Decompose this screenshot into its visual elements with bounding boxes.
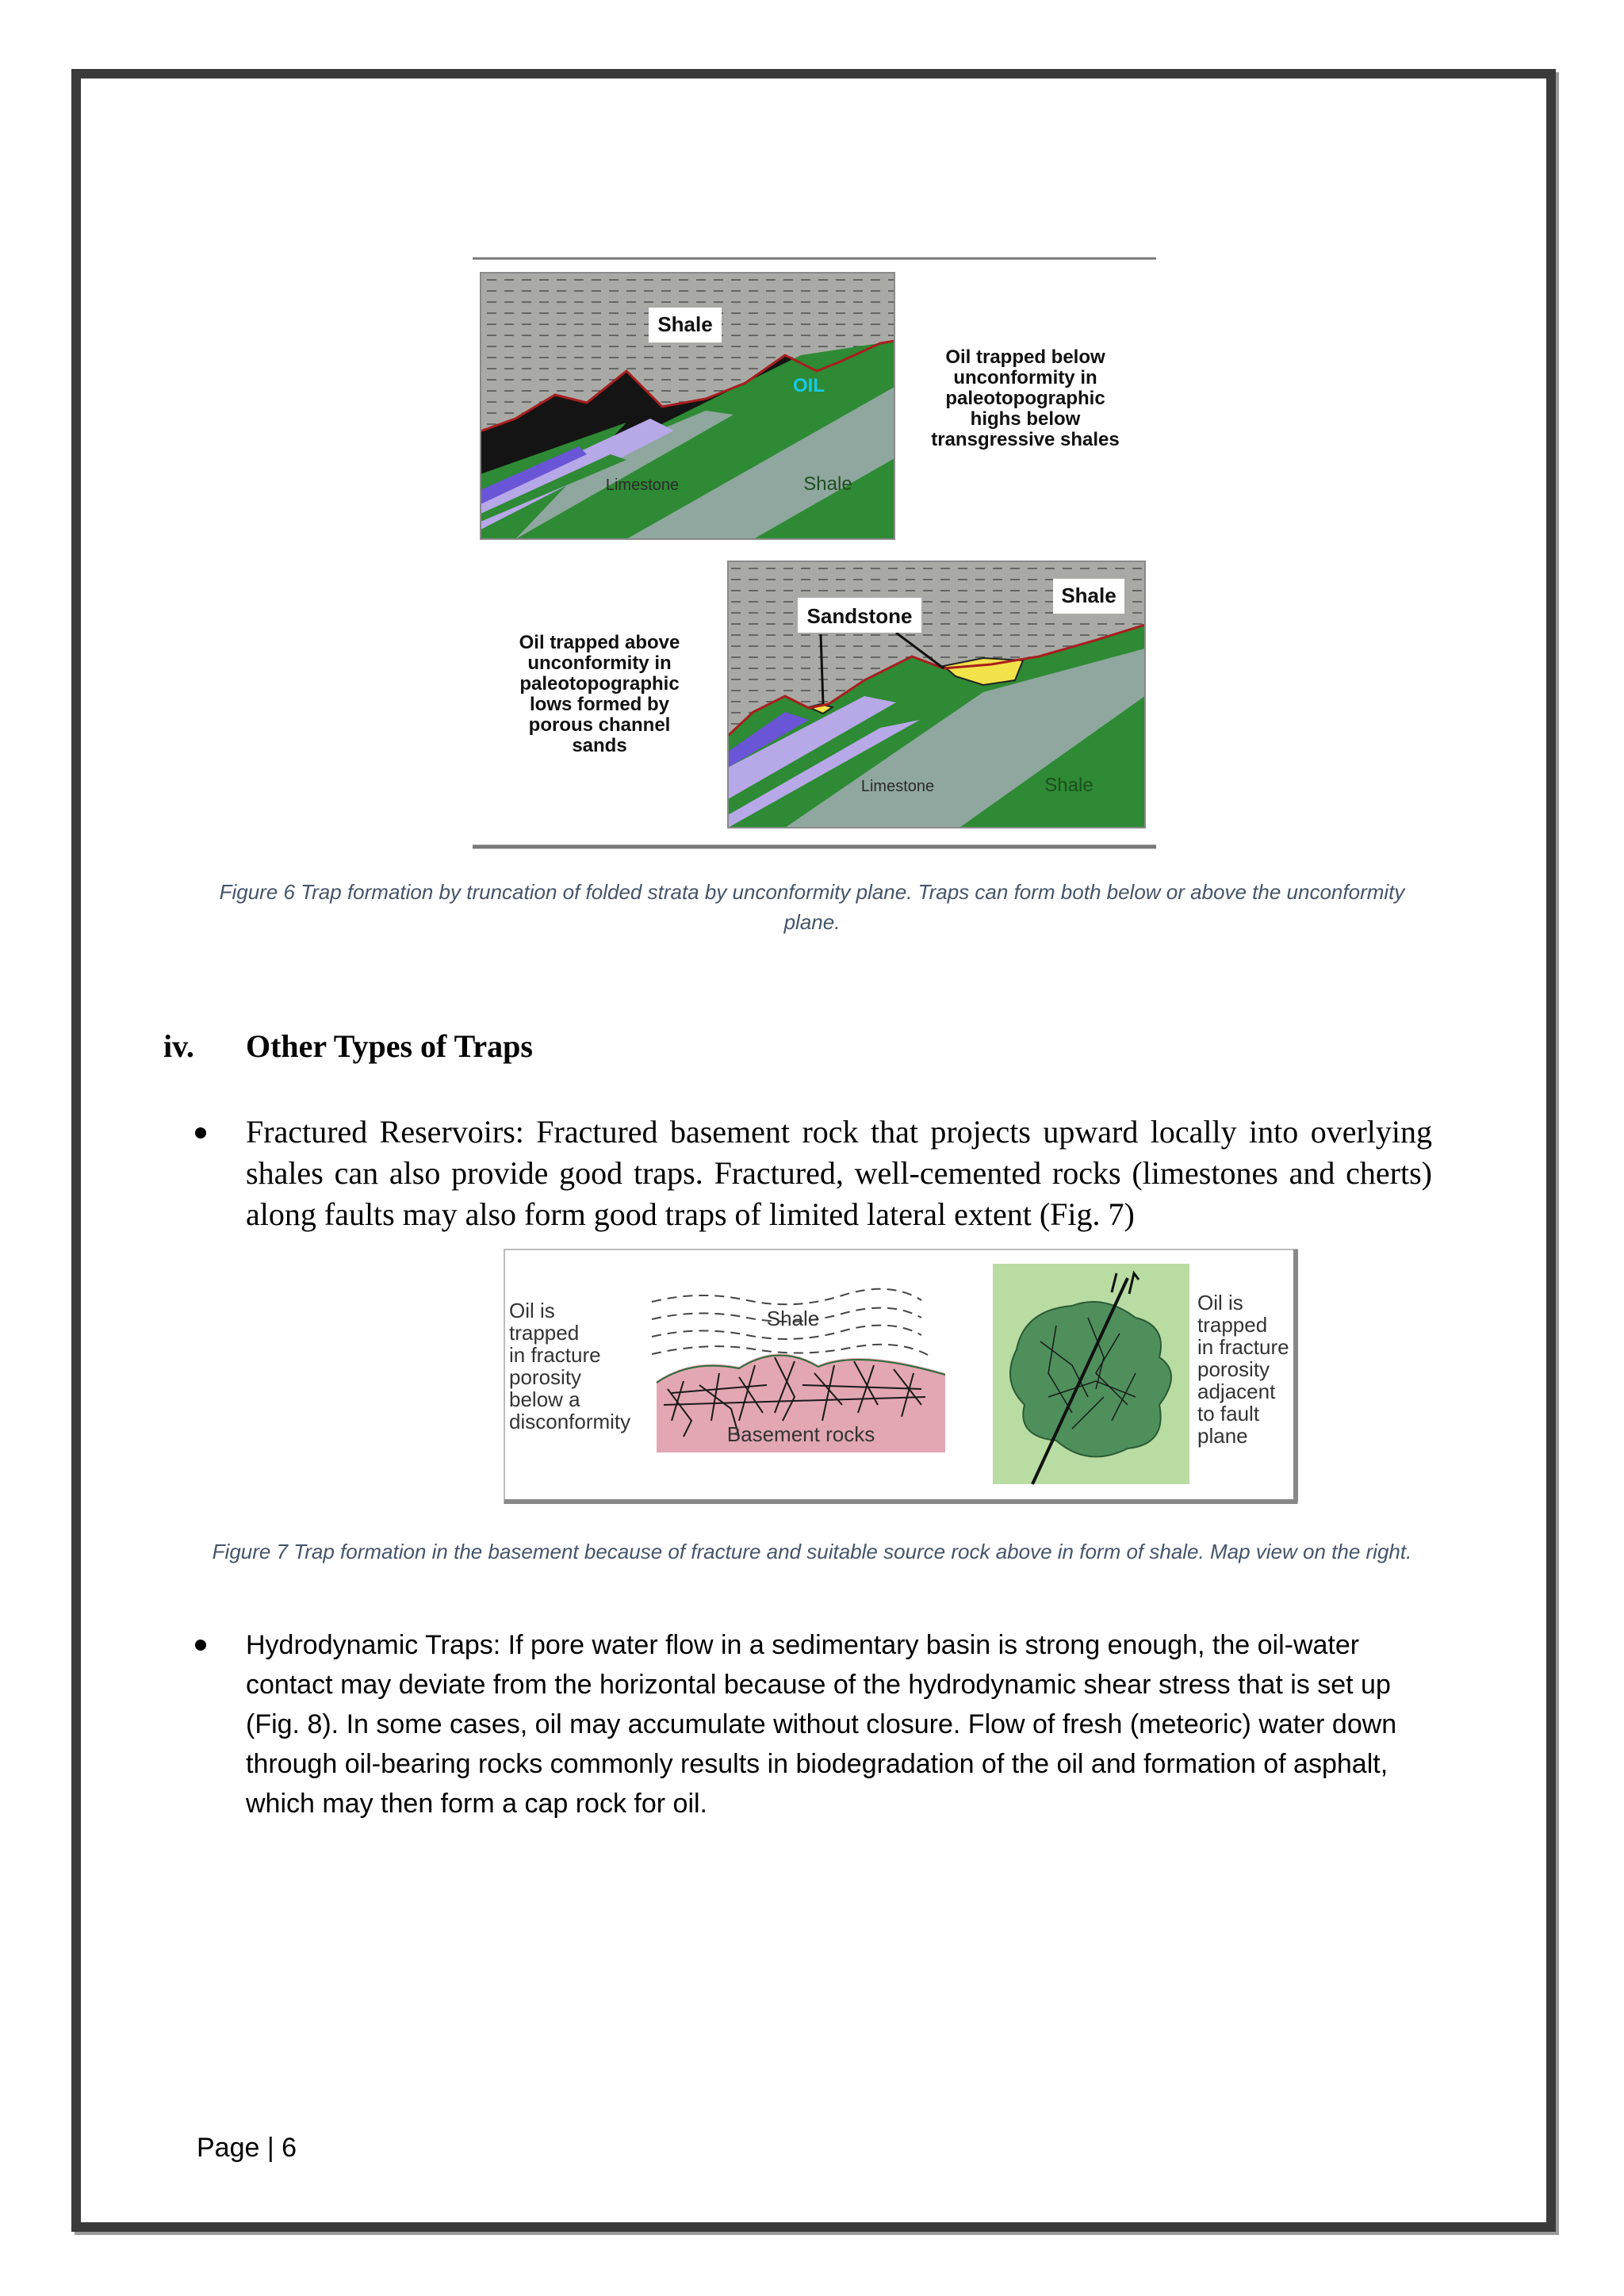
svg-text:in fracture: in fracture: [509, 1343, 601, 1367]
svg-text:Oil trapped above: Oil trapped above: [519, 632, 680, 653]
svg-text:adjacent: adjacent: [1197, 1380, 1276, 1403]
svg-text:transgressive shales: transgressive shales: [931, 429, 1120, 450]
bullet-dot: [195, 1640, 206, 1651]
svg-text:Oil is: Oil is: [1197, 1291, 1243, 1314]
bullet-hydrodynamic-traps-text: Hydrodynamic Traps: If pore water flow in a sedimentary basin is strong enough, the oil-water contact may deviate from the horizontal because of the hydrodynamic shear stress that is set up (Fig. 8). In some cases, oil may accumulate without closure. Flow of fresh (meteoric) water down through oil-bearing rocks commonly results in biodegradation of the oil and formation of asphalt, which may then form a cap rock for oil.: [246, 1630, 1397, 1819]
page-label: Page: [197, 2133, 260, 2163]
svg-text:disconformity: disconformity: [509, 1410, 631, 1433]
svg-text:lows formed by: lows formed by: [529, 694, 670, 715]
svg-text:plane: plane: [1197, 1424, 1248, 1448]
bullet-fractured-reservoirs: [246, 1112, 1432, 1235]
svg-text:in fracture: in fracture: [1197, 1335, 1289, 1359]
svg-text:unconformity in: unconformity in: [953, 367, 1097, 388]
svg-text:paleotopographic: paleotopographic: [945, 388, 1105, 409]
svg-text:Oil is: Oil is: [509, 1299, 555, 1322]
bullet-fractured-reservoirs-text: Fractured Reservoirs: Fractured basement rock that projects upward locally into overlying shales can also provide good traps. Fractured, well-cemented rocks (limestones and cherts) along faults may also form good traps of limited lateral extent (Fig. 7): [246, 1114, 1432, 1232]
figure-7-caption: Figure 7 Trap formation in the basement because of fracture and suitable source rock above in form of shale. Map view on the right.: [212, 1540, 1412, 1563]
oil-label: OIL: [793, 375, 825, 396]
bullet-dot: [195, 1127, 206, 1138]
svg-text:paleotopographic: paleotopographic: [519, 673, 680, 695]
bottom-panel-note: [519, 632, 680, 756]
figure-7: [501, 1246, 1302, 1513]
svg-text:unconformity in: unconformity in: [527, 652, 672, 674]
svg-text:sands: sands: [572, 735, 627, 756]
top-limestone-label: Limestone: [605, 476, 680, 494]
page-footer: [197, 2133, 297, 2164]
fig7-basement-label: Basement rocks: [726, 1422, 875, 1446]
bottom-shale-label: Shale: [1044, 775, 1094, 796]
svg-text:highs below: highs below: [970, 408, 1081, 430]
top-shale-label: Shale: [803, 473, 852, 495]
figure-7-diagram: [501, 1246, 1302, 1513]
section-title: Other Types of Traps: [246, 1028, 533, 1064]
section-heading: [163, 1027, 533, 1065]
map-view: [993, 1264, 1189, 1484]
page-number: 6: [282, 2133, 297, 2163]
figure-6-caption: Figure 6 Trap formation by truncation of folded strata by unconformity plane. Traps can form both below or above the unconformity plane.: [219, 880, 1405, 934]
bottom-shale-box-label: Shale: [1061, 584, 1116, 607]
figure-6-diagram: [468, 252, 1166, 863]
fig7-shale-label: Shale: [766, 1307, 820, 1330]
top-shale-box-label: Shale: [657, 312, 713, 336]
section-number: iv.: [163, 1028, 194, 1064]
svg-text:trapped: trapped: [1197, 1313, 1268, 1337]
svg-text:Oil trapped below: Oil trapped below: [945, 346, 1105, 368]
figure-6: [468, 252, 1166, 863]
svg-text:porous channel: porous channel: [528, 714, 671, 736]
svg-text:porosity: porosity: [509, 1365, 582, 1389]
sandstone-label: Sandstone: [806, 604, 913, 628]
svg-text:to fault: to fault: [1197, 1402, 1260, 1425]
svg-text:porosity: porosity: [1197, 1357, 1270, 1381]
svg-text:trapped: trapped: [509, 1321, 580, 1345]
bottom-limestone-label: Limestone: [860, 778, 935, 795]
bullet-hydrodynamic-traps: [246, 1625, 1432, 1823]
top-panel-note: [931, 346, 1119, 450]
svg-text:below a: below a: [509, 1387, 580, 1411]
page-separator: |: [266, 2133, 274, 2163]
